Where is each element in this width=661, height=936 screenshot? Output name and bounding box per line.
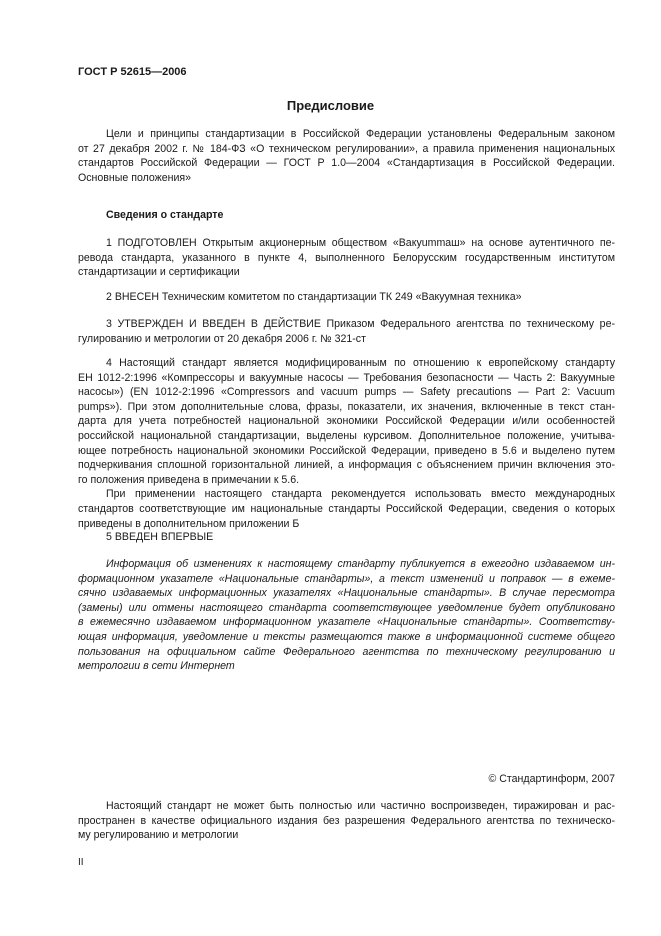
intro-paragraph	[78, 127, 615, 185]
intro-line: стандартов Российской Федерации — ГОСТ Р 1.0—2004 «Стандартизация в Российской Федерации.	[78, 157, 615, 170]
notice-line: пространен в качестве официального издания без разрешения Федерального агентства по техническо-	[78, 814, 615, 827]
intro-line: от 27 декабря 2002 г. № 184-ФЗ «О техническом регулировании», а правила применения национальных	[78, 142, 615, 155]
copyright: © Стандартинформ, 2007	[488, 773, 615, 785]
intro-line: Основные положения»	[78, 171, 192, 184]
info-line: метрологии в сети Интернет	[78, 660, 235, 673]
notice-paragraph	[78, 799, 615, 843]
page-number: II	[78, 857, 84, 868]
item-4-line: pumps»). При этом дополнительные слова, фразы, показатели, их значения, включенные в текст стан-	[78, 400, 615, 413]
item-4-line: го положения приведена в примечании к 5.6.	[78, 473, 300, 486]
item-4-line: подчеркивания сплошной горизонтальной линией, а информация с объяснением причин включения это-	[78, 459, 615, 472]
item-1-line: ревода стандарта, указанного в пункте 4, выполненного Белорусским государственным институтом	[78, 251, 615, 264]
intro-line: Цели и принципы стандартизации в Российской Федерации установлены Федеральным законом	[106, 128, 615, 140]
section-title: Сведения о стандарте	[106, 209, 224, 221]
notice-line: му регулированию и метрологии	[78, 829, 239, 842]
notice-line: Настоящий стандарт не может быть полностью или частично воспроизведен, тиражирован и рас-	[106, 800, 615, 812]
item-1-line: 1 ПОДГОТОВЛЕН Открытым акционерным обществом «Вакуummаш» на основе аутентичного пе-	[106, 237, 615, 249]
item-2: 2 ВНЕСЕН Техническим комитетом по стандартизации ТК 249 «Вакуумная техника»	[106, 291, 522, 303]
info-line: сячно издаваемых информационных указателях «Национальные стандарты». В случае пересмотра	[78, 587, 615, 600]
item-4	[78, 356, 615, 531]
document-header: ГОСТ Р 52615—2006	[78, 66, 187, 78]
item-4-line: российской национальной стандартизации, выделены курсивом. Дополнительное положение, учитыва-	[78, 429, 615, 442]
item-1	[78, 236, 615, 280]
info-line: формационном указателе «Национальные стандарты», а текст изменений и поправок — в ежеме-	[78, 572, 615, 585]
info-paragraph	[78, 557, 615, 674]
item-4-para2-line: стандартов соответствующие им национальные стандарты Российской Федерации, сведения о которых	[78, 502, 615, 515]
item-3	[78, 317, 615, 346]
info-line: (замены) или отмены настоящего стандарта соответствующее уведомление будет опубликовано	[78, 601, 615, 614]
item-4-line: насосы») (EN 1012-2:1996 «Compressors and vacuum pumps — Safety precautions — Part 2: Vacuum	[78, 386, 615, 399]
page-title: Предисловие	[286, 98, 375, 113]
item-1-line: стандартизации и сертификации	[78, 266, 240, 279]
info-line: ющая информация, уведомление и тексты размещаются также в информационной системе общего	[78, 630, 615, 643]
item-4-para2-line: приведены в дополнительном приложении Б	[78, 517, 300, 530]
item-4-line: ЕН 1012-2:1996 «Компрессоры и вакуумные насосы — Требования безопасности — Часть 2: Вакуумные	[78, 371, 615, 384]
item-3-line: 3 УТВЕРЖДЕН И ВВЕДЕН В ДЕЙСТВИЕ Приказом Федерального агентства по техническому ре-	[106, 318, 615, 330]
item-4-line: дарта для учета потребностей национальной экономики Российской Федерации и/или особенностей	[78, 415, 615, 428]
info-line: пользования на официальном сайте Федерального агентства по техническому регулированию и	[78, 645, 615, 658]
info-line: в ежемесячно издаваемом информационном указателе «Национальные стандарты». Соответству-	[78, 616, 615, 629]
item-3-line: гулированию и метрологии от 20 декабря 2006 г. № 321-ст	[78, 332, 366, 345]
item-4-line: ющее потребность национальной экономики Российской Федерации, приведено в 5.6 и выделено путем	[78, 444, 615, 457]
item-4-line: 4 Настоящий стандарт является модифицированным по отношению к европейскому стандарту	[106, 357, 615, 369]
item-4-para2-line: При применении настоящего стандарта рекомендуется использовать вместо международных	[106, 488, 615, 501]
info-line: Информация об изменениях к настоящему стандарту публикуется в ежегодно издаваемом ин-	[106, 558, 615, 570]
item-5: 5 ВВЕДЕН ВПЕРВЫЕ	[106, 531, 214, 543]
